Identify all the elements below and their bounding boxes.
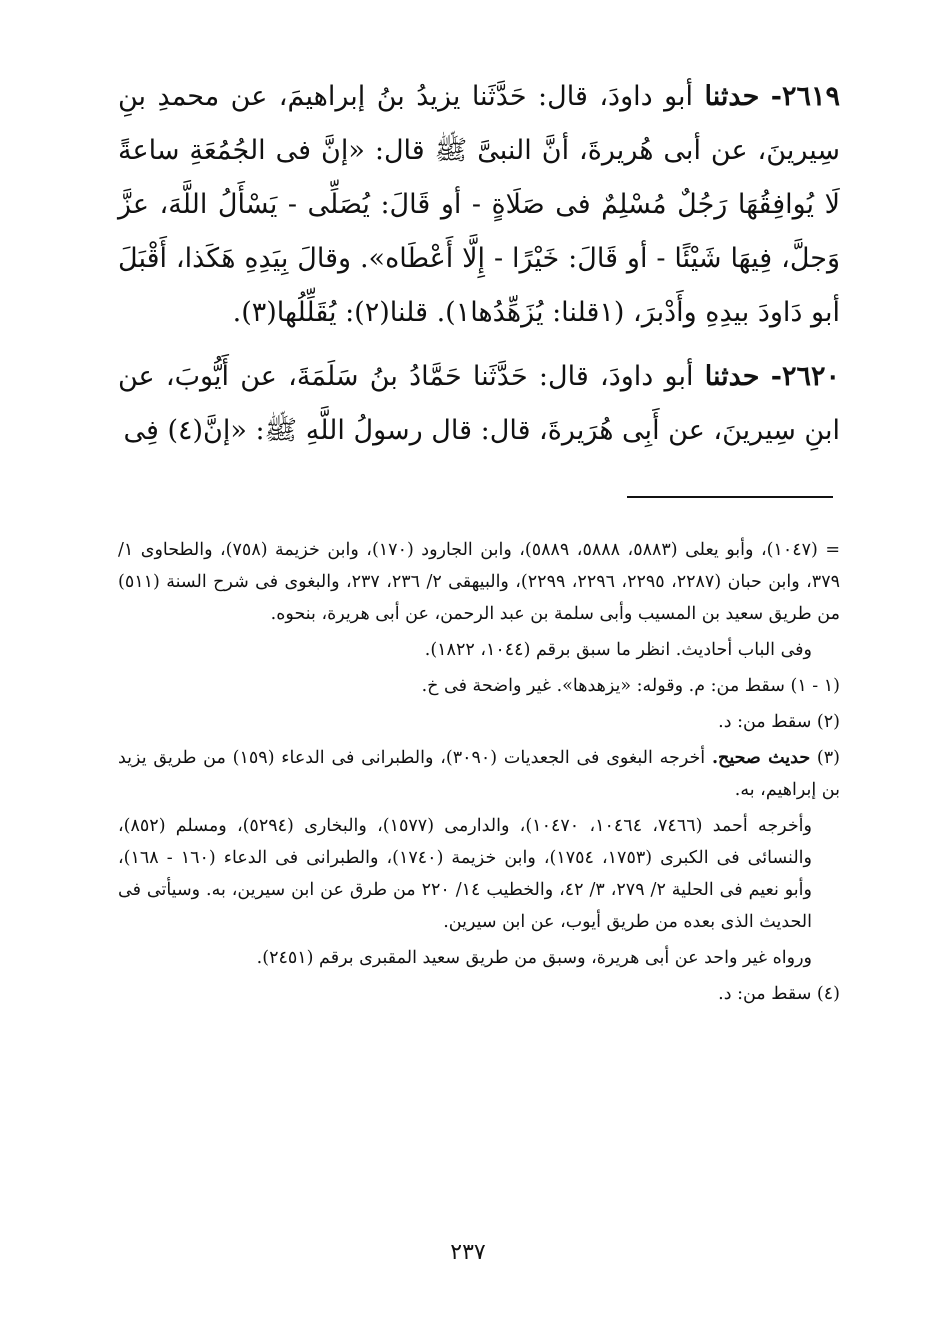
footnote-3 (118, 742, 840, 806)
footnote-text: = (١٠٤٧)، وأبو يعلى (٥٨٨٣، ٥٨٨٨، ٥٨٨٩)، وابن الجارود (١٧٠)، وابن خزيمة (٧٥٨)، والطحاوى ١/ ٣٧٩، وابن حبان (٢٢٨٧، ٢٢٩٥، ٢٢٩٦، ٢٢٩٩)، والبيهقى ٢/ ٢٣٦، ٢٣٧، والبغوى فى شرح السنة (٥١١) من طريق سعيد بن المسيب وأبى سلمة بن عبد الرحمن، عن أبى هريرة، بنحوه. (118, 540, 840, 624)
footnote-3-continued (118, 810, 840, 938)
main-text (118, 70, 840, 458)
footnote-text: (٤) سقط من: د. (718, 984, 840, 1004)
footnote-text: (٢) سقط من: د. (718, 712, 840, 732)
footnote-marker: (٣) (810, 748, 840, 768)
footnote-4 (118, 978, 840, 1010)
hadith-body: أبو داودَ، قال: حَدَّثَنا يزيدُ بنُ إبراهيمَ، عن محمدِ بنِ سِيرينَ، عن أبى هُريرةَ، أنَّ النبىَّ ﷺ قال: «إنَّ فى الجُمُعَةِ ساعةً لَا يُوافِقُهَا رَجُلٌ مُسْلِمٌ فى صَلَاةٍ - أو قَالَ: يُصَلِّى - يَسْأَلُ اللَّهَ، عزَّ وَجلَّ، فِيهَا شَيْئًا - أو قَالَ: خَيْرًا - إِلَّا أَعْطَاه». وقالَ بِيَدِهِ هَكَذا، أَقْبَلَ أبو دَاودَ بيدِهِ وأَدْبرَ، (١قلنا: يُزَهِّدُها١). قلنا(٢): يُقَلِّلُها(٣). (118, 81, 840, 328)
hadith-body: أبو داودَ، قال: حَدَّثَنا حَمَّادُ بنُ سَلَمَةَ، عن أَيُّوبَ، عن ابنِ سِيرينَ، عن أَبِى هُرَيرةَ، قال: قال رسولُ اللَّهِ ﷺ: «إنَّ(٤) فِى (118, 361, 840, 446)
footnote-text: أخرجه البغوى فى الجعديات (٣٠٩٠)، والطبرانى فى الدعاء (١٥٩) من طريق يزيد بن إبراهيم، به. (118, 748, 840, 800)
footnote-text: وفى الباب أحاديث. انظر ما سبق برقم (١٠٤٤، ١٨٢٢). (424, 640, 812, 660)
hadith-number: ٢٦١٩- (770, 81, 840, 112)
footnote-see-also (118, 634, 840, 666)
footnote-text: (١ - ١) سقط من: م. وقوله: «يزهدها». غير واضحة فى خ. (421, 676, 840, 696)
hadith-number: ٢٦٢٠- (770, 361, 840, 392)
footnote-text: ورواه غير واحد عن أبى هريرة، وسبق من طريق سعيد المقبرى برقم (٢٤٥١). (256, 948, 812, 968)
footnote-3-note (118, 942, 840, 974)
hadith-heading: حدثنا (704, 361, 760, 392)
footnote-continuation (118, 534, 840, 630)
footnotes (118, 534, 840, 1010)
hadith-2620 (118, 350, 840, 458)
footnote-text: وأخرجه أحمد (٧٤٦٦، ١٠٤٦٤، ١٠٤٧٠)، والدارمى (١٥٧٧)، والبخارى (٥٢٩٤)، ومسلم (٨٥٢)، والنسائى فى الكبرى (١٧٥٣، ١٧٥٤)، وابن خزيمة (١٧٤٠)، والطبرانى فى الدعاء (١٦٠ - ١٦٨)، وأبو نعيم فى الحلية ٢/ ٢٧٩، ٣/ ٤٢، والخطيب ١٤/ ٢٢٠ من طرق عن ابن سيرين، به. وسيأتى فى الحديث الذى بعده من طريق أيوب، عن ابن سيرين. (118, 816, 812, 932)
hadith-2619 (118, 70, 840, 340)
page-number: ٢٣٧ (450, 1240, 486, 1265)
footnote-1 (118, 670, 840, 702)
footnote-divider (627, 496, 833, 498)
footnote-2 (118, 706, 840, 738)
footnote-grade: حديث صحيح. (711, 748, 811, 768)
hadith-heading: حدثنا (704, 81, 760, 112)
